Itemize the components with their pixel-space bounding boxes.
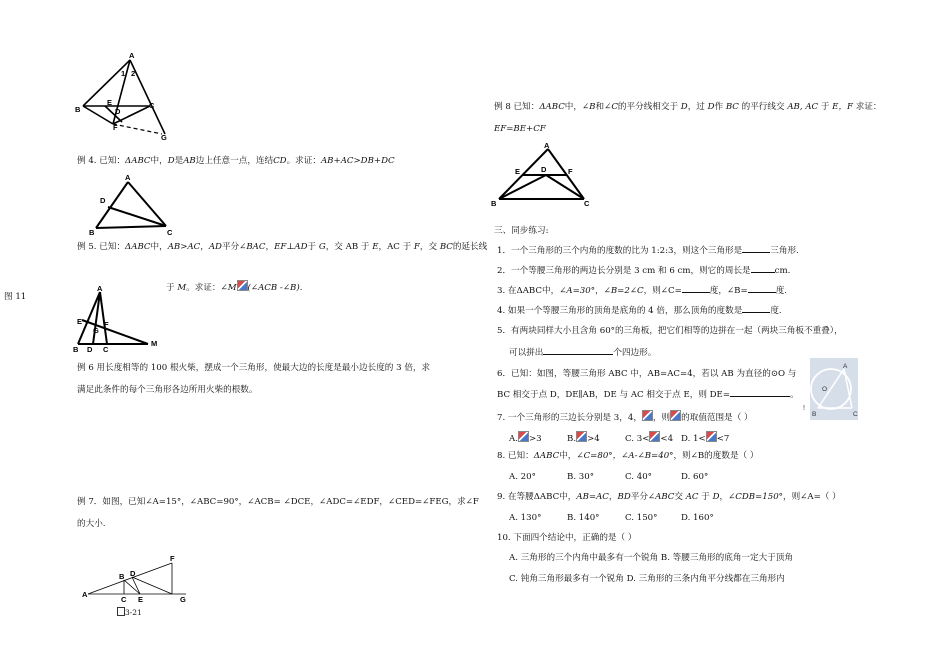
figure-triangle-abc-ex3 xyxy=(72,52,182,142)
answer-blank[interactable] xyxy=(748,292,776,293)
fig1-label-f: F xyxy=(113,123,118,132)
question-9-options xyxy=(509,513,714,524)
answer-blank[interactable] xyxy=(730,396,790,397)
question-6-line2: BC 相交于点 D，DE∥AB，DE 与 AC 相交于点 E，则 DE= 。 xyxy=(497,390,799,400)
section-heading-practice: 三、同步练习: xyxy=(494,226,549,236)
question-8-options xyxy=(509,472,708,483)
question-6-line1: 6．已知：如图，等腰三角形 ABC 中，AB=AC=4，若以 AB 为直径的⊙O 与 xyxy=(497,369,797,379)
fig1-label-1: 1 xyxy=(121,69,126,78)
fig3-label-m: M xyxy=(151,339,158,348)
fig5-label-e: E xyxy=(515,167,521,176)
fig6-label-c: C xyxy=(853,411,858,418)
answer-blank[interactable] xyxy=(742,312,770,313)
fig4-label-b: B xyxy=(119,572,125,581)
fig4-label-d: D xyxy=(130,569,136,578)
variable-x-icon xyxy=(706,431,717,442)
fig3-label-d: D xyxy=(87,345,93,354)
fig5-label-b: B xyxy=(491,199,497,208)
question-4: 4. 如果一个等腰三角形的顶角是底角的 4 倍，那么顶角的度数是 度. xyxy=(497,306,782,316)
fig2-label-b: B xyxy=(89,228,95,237)
q8-option-d[interactable]: D. 60° xyxy=(681,472,709,482)
fig1-label-c: C xyxy=(149,101,155,110)
fig1-label-e: E xyxy=(107,98,113,107)
question-7: 7. 一个三角形的三边长分别是 3，4， ，则 的取值范围是（ ） xyxy=(497,410,753,424)
fig4-label-f: F xyxy=(170,554,175,563)
fig3-label-e: E xyxy=(77,317,83,326)
fig4-label-g: G xyxy=(180,595,186,604)
question-7-options xyxy=(509,431,729,445)
q9-option-c[interactable]: C. 150° xyxy=(625,513,658,523)
fig3-label-g: G xyxy=(93,326,99,335)
q9-option-d[interactable]: D. 160° xyxy=(681,513,714,523)
answer-blank[interactable] xyxy=(751,272,775,273)
figure-circle-triangle-q6 xyxy=(800,356,860,422)
variable-x-icon xyxy=(642,410,653,421)
figure-caption-3-21: 3-21 xyxy=(117,607,142,618)
q8-option-a[interactable]: A. 20° xyxy=(509,472,536,482)
figure-triangle-ex8 xyxy=(490,140,600,212)
fig5-label-a: A xyxy=(544,141,550,150)
question-8: 8. 已知：ΔABC中，∠C=80°，∠A-∠B=40°，则∠B的度数是（ ） xyxy=(497,451,759,461)
example-6-line2: 满足此条件的每个三角形各边所用火柴的根数。 xyxy=(77,385,258,395)
fig5-label-d: D xyxy=(541,165,547,174)
example-8-line2: EF=BE+CF xyxy=(494,124,546,134)
answer-blank[interactable] xyxy=(742,252,770,253)
fig3-label-c: C xyxy=(103,345,109,354)
figure-triangle-ex5 xyxy=(70,284,170,356)
fig1-label-2: 2 xyxy=(131,69,136,78)
fig1-label-b: B xyxy=(75,105,81,114)
q9-option-a[interactable]: A. 130° xyxy=(509,513,542,523)
example-5-line1: 例 5. 已知：ΔABC中，AB>AC，AD平分∠BAC，EF⊥AD于 G，交 AB 于 E，AC 于 F，交 BC的延长线 xyxy=(77,242,488,252)
q7-option-d[interactable]: D. 1< <7 xyxy=(681,434,729,444)
fig2-label-c: C xyxy=(167,228,173,237)
fig4-label-c: C xyxy=(121,595,127,604)
fig6-label-b: B xyxy=(812,411,817,418)
fig2-label-a: A xyxy=(125,173,131,182)
question-9: 9. 在等腰ΔABC中，AB=AC，BD平分∠ABC交 AC 于 D，∠CDB=150°，则∠A=（ ） xyxy=(497,492,841,502)
question-10-options-line2[interactable]: C. 钝角三角形最多有一个锐角 D. 三角形的三条内角平分线都在三角形内 xyxy=(509,574,785,584)
q7-option-b[interactable]: B. >4 xyxy=(567,431,625,445)
example-4-text: 例 4. 已知：ΔABC中，D是AB边上任意一点，连结CD。求证：AB+AC>DB+DC xyxy=(77,156,395,166)
fig1-label-d: D xyxy=(115,107,121,116)
variable-x-icon xyxy=(576,431,587,442)
q8-option-b[interactable]: B. 30° xyxy=(567,472,595,482)
question-5-line2: 可以拼出 个四边形。 xyxy=(509,348,657,358)
example-8-line1: 例 8 已知：ΔABC中，∠B和∠C的平分线相交于 D，过 D作 BC 的平行线交 AB, AC 于 E，F 求证： xyxy=(494,102,882,112)
answer-blank[interactable] xyxy=(543,354,613,355)
q9-option-b[interactable]: B. 140° xyxy=(567,513,600,523)
variable-x-icon xyxy=(518,431,529,442)
q7-option-a[interactable]: A. >3 xyxy=(509,431,567,445)
question-5-line1: 5．有两块同样大小且含角 60°的三角板，把它们相等的边拼在一起（两块三角板不重叠）， xyxy=(497,326,843,336)
figure-11-label: 图 11 xyxy=(4,292,27,302)
fig6-label-o: O xyxy=(822,386,828,393)
question-10: 10. 下面四个结论中，正确的是（ ） xyxy=(497,533,637,543)
variable-x-icon xyxy=(670,410,681,421)
fig6-label-a: A xyxy=(843,363,848,370)
example-7-line2: 的大小. xyxy=(77,519,106,529)
fig3-label-b: B xyxy=(73,345,79,354)
figure-triangle-ex4 xyxy=(90,172,180,237)
fig4-label-a: A xyxy=(82,590,88,599)
half-fraction-icon xyxy=(237,280,248,291)
fig3-label-a: A xyxy=(97,284,103,293)
example-7-line1: 例 7．如图，已知∠A=15°，∠ABC=90°，∠ACB= ∠DCE，∠ADC=∠EDF，∠CED=∠FEG，求∠F xyxy=(77,497,479,507)
fig5-label-c: C xyxy=(584,199,590,208)
fig1-label-a: A xyxy=(129,51,135,60)
question-2: 2．一个等腰三角形的两边长分别是 3 cm 和 6 cm，则它的周长是 cm. xyxy=(497,266,791,276)
answer-blank[interactable] xyxy=(682,292,710,293)
fig6-mark: ! xyxy=(803,405,805,412)
q7-option-c[interactable]: C. 3< <4 xyxy=(625,431,681,445)
fig2-label-d: D xyxy=(100,196,106,205)
fig5-label-f: F xyxy=(568,167,573,176)
example-6-line1: 例 6 用长度相等的 100 根火柴，摆成一个三角形，使最大边的长度是最小边长度的 3 倍，求 xyxy=(77,363,431,373)
variable-x-icon xyxy=(649,431,660,442)
question-3: 3. 在ΔABC中，∠A=30°，∠B=2∠C，则∠C= 度，∠B= 度. xyxy=(497,286,788,296)
question-1: 1．一个三角形的三个内角的度数的比为 1:2:3，则这个三角形是 三角形. xyxy=(497,246,799,256)
fig1-label-g: G xyxy=(161,133,167,142)
example-5-line2: 于 M。求证：∠M (∠ACB -∠B). xyxy=(166,280,302,294)
question-10-options-line1[interactable]: A. 三角形的三个内角中最多有一个锐角 B. 等腰三角形的底角一定大于顶角 xyxy=(509,553,793,563)
fig4-label-e: E xyxy=(138,595,144,604)
fig3-label-f: F xyxy=(104,320,109,329)
q8-option-c[interactable]: C. 40° xyxy=(625,472,652,482)
